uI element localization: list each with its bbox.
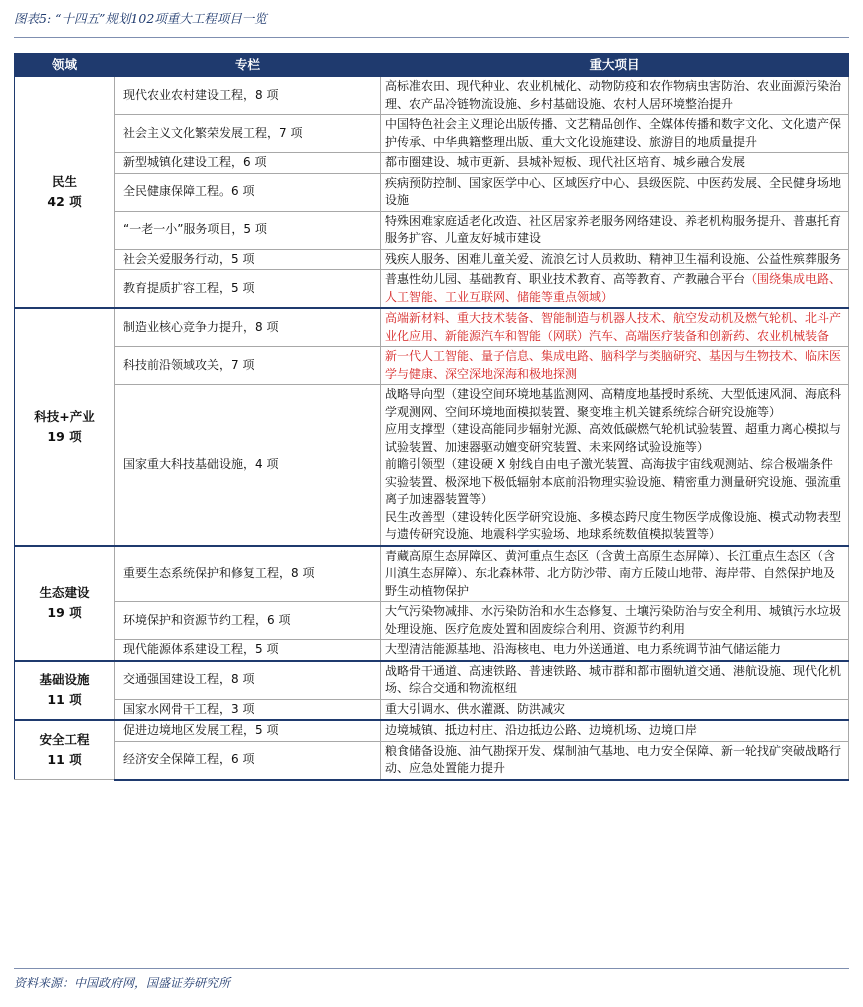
domain-count: 19 项 [47, 428, 82, 444]
header-domain: 领域 [15, 54, 115, 77]
projects-cell: 边境城镇、抵边村庄、沿边抵边公路、边境机场、边境口岸 [381, 720, 849, 741]
header-column: 专栏 [115, 54, 381, 77]
table-row [15, 308, 849, 347]
projects-cell: 特殊困难家庭适老化改造、社区居家养老服务网络建设、养老机构服务提升、普惠托育服务扩容、儿童友好城市建设 [381, 211, 849, 249]
domain-cell-infrastructure [15, 661, 115, 721]
domain-count: 11 项 [47, 752, 82, 767]
table-row [15, 249, 849, 270]
projects-cell-highlight: 新一代人工智能、量子信息、集成电路、脑科学与类脑研究、基因与生物技术、临床医学与健康、深空深地深海和极地探测 [381, 347, 849, 385]
projects-cell-highlight: 高端新材料、重大技术装备、智能制造与机器人技术、航空发动机及燃气轮机、北斗产业化应用、新能源汽车和智能（网联）汽车、高端医疗装备和创新药、农业机械装备 [381, 308, 849, 347]
table-row [15, 211, 849, 249]
domain-label: 生态建设 [39, 585, 90, 600]
table-row [15, 270, 849, 309]
project-line: 前瞻引领型（建设硬 X 射线自由电子激光装置、高海拔宇宙线观测站、综合极端条件实验装置、极深地下极低辐射本底前沿物理实验设施、精密重力测量研究设施、强流重离子加速器装置等） [385, 457, 842, 506]
table-row [15, 661, 849, 700]
column-cell: 教育提质扩容工程，5 项 [115, 270, 381, 309]
project-line: 应用支撑型（建设高能同步辐射光源、高效低碳燃气轮机试验装置、超重力离心模拟与试验装置、加速器驱动嬗变研究装置、未来网络试验设施等） [385, 422, 842, 454]
domain-cell-ecology [15, 546, 115, 661]
header-projects: 重大项目 [381, 54, 849, 77]
projects-table [14, 53, 849, 781]
table-row [15, 173, 849, 211]
projects-cell: 战略骨干通道、高速铁路、普速铁路、城市群和都市圈轨道交通、港航设施、现代化机场、综合交通和物流枢纽 [381, 661, 849, 700]
domain-label: 基础设施 [39, 672, 90, 688]
table-row [15, 720, 849, 741]
column-cell: 全民健康保障工程。6 项 [115, 173, 381, 211]
table-row [15, 741, 849, 780]
table-row [15, 76, 849, 115]
projects-cell: 重大引调水、供水灌溉、防洪减灾 [381, 699, 849, 720]
domain-cell-security [15, 720, 115, 780]
project-line: 民生改善型（建设转化医学研究设施、多模态跨尺度生物医学成像设施、模式动物表型与遗传研究设施、地震科学实验场、地球系统数值模拟装置等） [385, 509, 842, 541]
figure-caption: 图表5: “十四五”规划102项重大工程项目一览 [14, 11, 267, 26]
caption-divider [14, 37, 849, 38]
domain-count: 19 项 [47, 605, 82, 620]
domain-count: 11 项 [47, 692, 82, 708]
column-cell: 制造业核心竞争力提升，8 项 [115, 308, 381, 347]
domain-count: 42 项 [47, 194, 82, 209]
projects-cell [381, 385, 849, 546]
column-cell: 环境保护和资源节约工程，6 项 [115, 602, 381, 640]
column-cell: 社会关爱服务行动，5 项 [115, 249, 381, 270]
column-cell: 国家重大科技基础设施，4 项 [115, 385, 381, 546]
projects-cell: 疾病预防控制、国家医学中心、区域医疗中心、县级医院、中医药发展、全民健身场地设施 [381, 173, 849, 211]
column-cell: 新型城镇化建设工程，6 项 [115, 153, 381, 174]
table-row [15, 385, 849, 546]
domain-label: 民生 [51, 174, 77, 189]
projects-cell: 残疾人服务、困难儿童关爱、流浪乞讨人员救助、精神卫生福利设施、公益性殡葬服务 [381, 249, 849, 270]
projects-cell: 中国特色社会主义理论出版传播、文艺精品创作、全媒体传播和数字文化、文化遗产保护传承、中华典籍整理出版、重大文化设施建设、旅游目的地质量提升 [381, 115, 849, 153]
table-row [15, 347, 849, 385]
table-header-row [15, 54, 849, 77]
domain-cell-livelihood [15, 76, 115, 308]
project-line: 战略导向型（建设空间环境地基监测网、高精度地基授时系统、大型低速风洞、海底科学观测网、空间环境地面模拟装置、聚变堆主机关键系统综合研究设施等） [385, 387, 842, 419]
projects-cell: 高标准农田、现代种业、农业机械化、动物防疫和农作物病虫害防治、农业面源污染治理、农产品冷链物流设施、乡村基础设施、农村人居环境整治提升 [381, 76, 849, 115]
projects-text: 普惠性幼儿园、基础教育、职业技术教育、高等教育、产教融合平台 [385, 272, 746, 286]
projects-cell: 青藏高原生态屏障区、黄河重点生态区（含黄土高原生态屏障）、长江重点生态区（含川滇生态屏障）、东北森林带、北方防沙带、南方丘陵山地带、海岸带、自然保护地及野生动植物保护 [381, 546, 849, 602]
domain-label: 安全工程 [39, 732, 90, 747]
projects-highlight: （围绕集成电路、人工智能、工业互联网、储能等重点领域） [385, 272, 842, 304]
domain-cell-tech-industry [15, 308, 115, 546]
projects-cell: 大型清洁能源基地、沿海核电、电力外送通道、电力系统调节油气储运能力 [381, 640, 849, 661]
domain-label: 科技+产业 [34, 408, 95, 424]
table-row [15, 699, 849, 720]
column-cell: 促进边境地区发展工程，5 项 [115, 720, 381, 741]
column-cell: 交通强国建设工程，8 项 [115, 661, 381, 700]
column-cell: 经济安全保障工程，6 项 [115, 741, 381, 780]
column-cell: 重要生态系统保护和修复工程，8 项 [115, 546, 381, 602]
column-cell: 现代能源体系建设工程，5 项 [115, 640, 381, 661]
column-cell: 科技前沿领域攻关，7 项 [115, 347, 381, 385]
source-divider [14, 968, 849, 969]
projects-cell: 都市圈建设、城市更新、县城补短板、现代社区培育、城乡融合发展 [381, 153, 849, 174]
column-cell: 社会主义文化繁荣发展工程，7 项 [115, 115, 381, 153]
projects-cell: 粮食储备设施、油气勘探开发、煤制油气基地、电力安全保障、新一轮找矿突破战略行动、应急处置能力提升 [381, 741, 849, 780]
column-cell: 国家水网骨干工程，3 项 [115, 699, 381, 720]
column-cell: 现代农业农村建设工程，8 项 [115, 76, 381, 115]
table-row [15, 153, 849, 174]
projects-cell: 大气污染物减排、水污染防治和水生态修复、土壤污染防治与安全利用、城镇污水垃圾处理设施、医疗危废处置和固废综合利用、资源节约利用 [381, 602, 849, 640]
table-row [15, 602, 849, 640]
source-note: 资料来源：中国政府网，国盛证券研究所 [14, 976, 231, 990]
table-row [15, 115, 849, 153]
column-cell: “一老一小”服务项目，5 项 [115, 211, 381, 249]
table-row [15, 546, 849, 602]
table-row [15, 640, 849, 661]
projects-cell [381, 270, 849, 309]
